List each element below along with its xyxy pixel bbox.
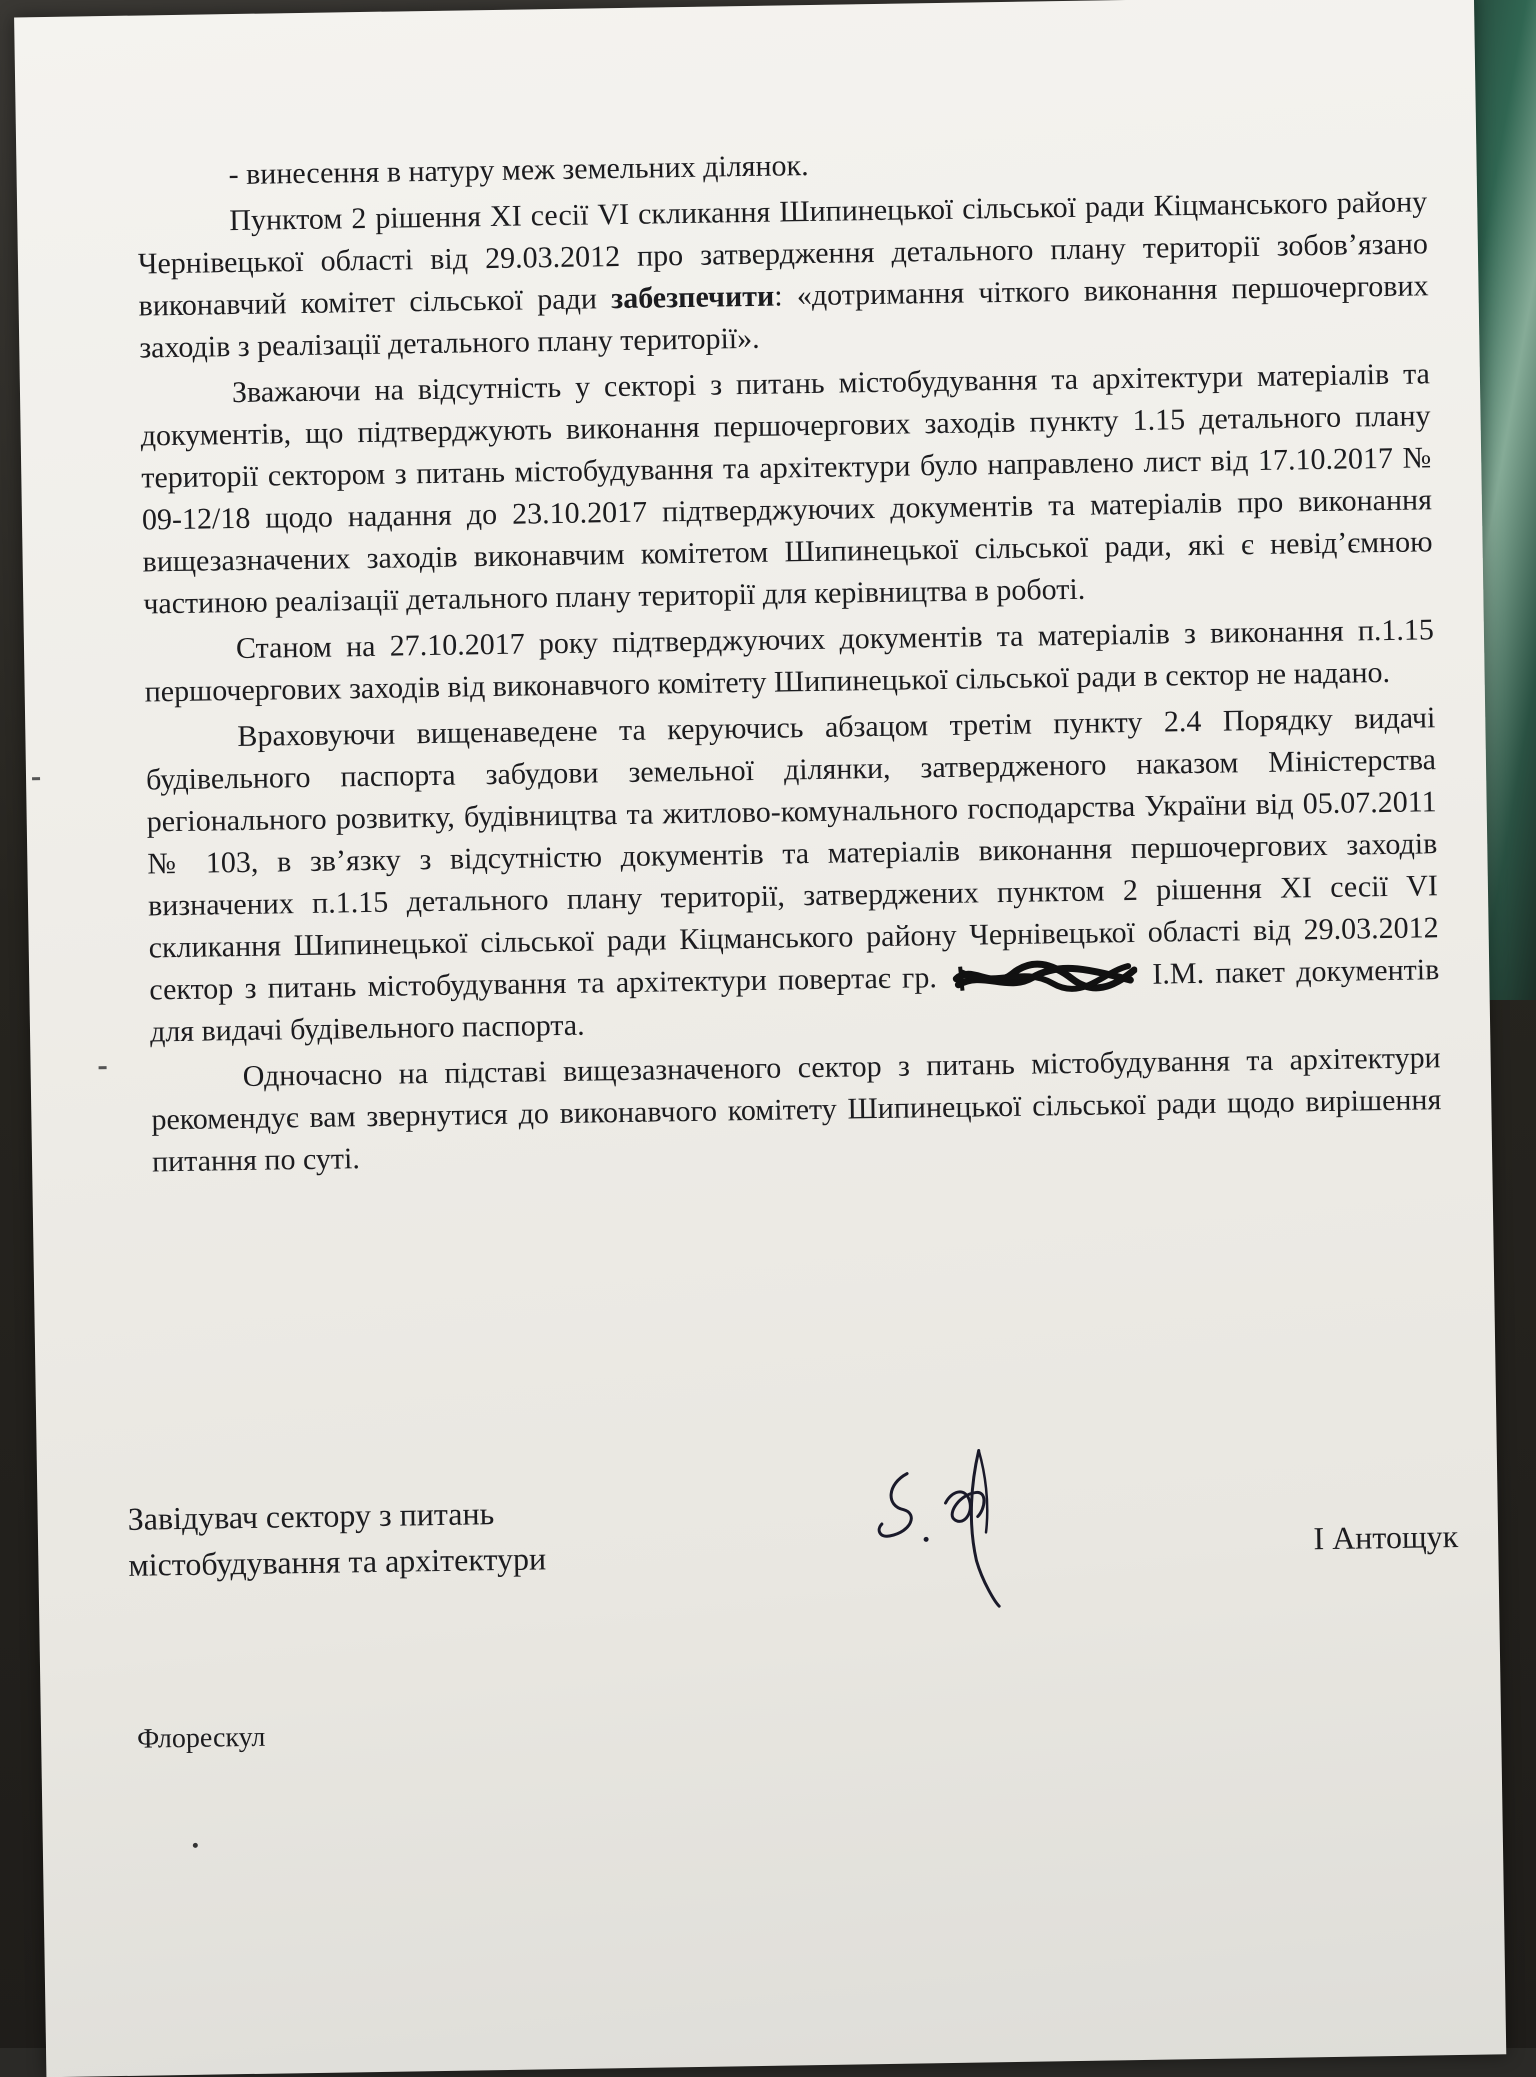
margin-mark [32,777,40,780]
paragraph-status: Станом на 27.10.2017 року підтверджуючих документів та матеріалів з виконання п.1.15 першочергових заходів від виконавчого комітету Шипинецької сільської ради в сектор не надано. [144,613,1435,709]
signer-position-line2: містобудування та архітектури [128,1540,547,1583]
signature-block [127,1475,1459,1656]
paragraph-resolution-text-b: : «дотримання чіткого виконання першочергових заходів з реалізації детального плану території». [139,269,1429,365]
redacted-surname [952,958,1138,995]
paragraph-request-letter: Зважаючи на відсутність у секторі з питань містобудування та архітектури матеріалів та документів, що підтверджують виконання першочергових заходів пункту 1.15 детального плану території сектором з питань містобудування та архітектури було направлено лист від 17.10.2017 № 09-12/18 щодо надання до 23.10.2017 підтверджуючих документів та матеріалів про виконання вищезазначених заходів виконавчим комітетом Шипинецької сільської ради, які є невід’ємною частиною реалізації детального плану території для керівництва в роботі. [140,357,1433,621]
handwritten-signature [867,1442,1020,1614]
paragraph-recommendation: Одночасно на підставі вищезазначеного сектор з питань містобудування та архітектури рекомендує вам звернутися до виконавчого комітету Шипинецької сільської ради щодо вирішення питання по суті. [151,1041,1442,1179]
letter-body [136,135,1442,1183]
margin-mark [99,1066,107,1069]
signer-position-line1: Завідувач сектору з питань [127,1495,495,1537]
paragraph-resolution-text-a: Пунктом 2 рішення XI сесії VI скликання Шипинецької сільської ради Кіцманського району Чернівецької області від 29.03.2012 про затвердження детального плану території зобов’язано виконавчий комітет сільської ради [137,185,1429,323]
emphasis-ensure: забезпечити [610,279,775,316]
paragraph-decision-text-b: І.М. пакет документів для видачі будівельного паспорта. [149,953,1440,1049]
signer-position [127,1489,546,1588]
ink-dot [193,1843,198,1848]
paper-sheet [14,0,1506,2077]
signer-name: І Антощук [1313,1517,1459,1557]
lead-line: - винесення в натуру меж земельних ділянок. [228,149,809,192]
paragraph-decision-text-a: Враховуючи вищенаведене та керуючись абзацом третім пункту 2.4 Порядку видачі будівельного паспорта забудови земельної ділянки, затвердженого наказом Міністерства регіонального розвитку, будівництва та житлово-комунального господарства України від 05.07.2011 № 103, в зв’язку з відсутністю документів та матеріалів виконання першочергових заходів визначених п.1.15 детального плану території, затверджених пунктом 2 рішення XI сесії VI скликання Шипинецької сільської ради Кіцманського району Чернівецької області від 29.03.2012 сектор з питань містобудування та архітектури повертає гр. [145,701,1439,1007]
executor-name: Флорескул [136,1721,266,1755]
paragraph-decision [145,697,1440,1053]
paragraph-resolution [137,181,1429,369]
